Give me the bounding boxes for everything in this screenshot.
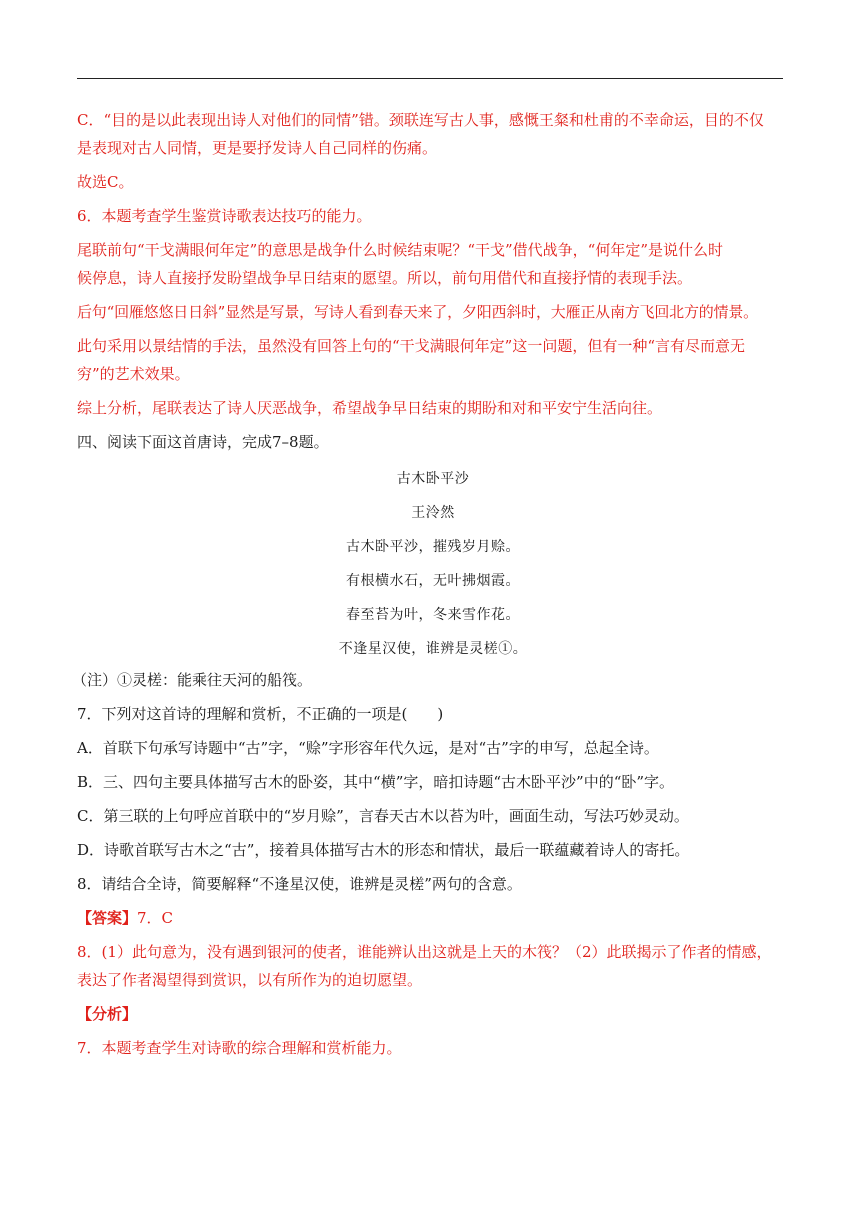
option-b: B．三、四句主要具体描写古木的卧姿，其中“横”字，暗扣诗题“古木卧平沙”中的“卧”字。 — [77, 773, 675, 791]
answer-q8-line1: 8．(1）此句意为，没有遇到银河的使者，谁能辨认出这就是上天的木筏？（2）此联揭示了作者的情感， — [77, 943, 772, 961]
poem-line: 有根横水石，无叶拂烟霞。 — [346, 573, 520, 589]
q6-paragraph2-line2: 此句采用以景结情的手法，虽然没有回答上句的“干戈满眼何年定”这一问题，但有一种“言有尽而意无 — [77, 337, 746, 355]
option-d: D．诗歌首联写古木之“古”，接着具体描写古木的形态和情状，最后一联蕴藏着诗人的寄托。 — [77, 841, 690, 859]
q6-summary: 综上分析，尾联表达了诗人厌恶战争，希望战争早日结束的期盼和对和平安宁生活向往。 — [77, 399, 663, 417]
q6-paragraph2-line1: 后句“回雁悠悠日日斜”显然是写景，写诗人看到春天来了，夕阳西斜时，大雁正从南方飞回北方的情景。 — [77, 303, 758, 321]
poem-author: 王泠然 — [411, 505, 455, 521]
poem — [77, 462, 789, 666]
answer-q8-line2: 表达了作者渴望得到赏识，以有所作为的迫切愿望。 — [77, 971, 423, 989]
question-7: 7．下列对这首诗的理解和赏析，不正确的一项是( ) — [77, 705, 444, 723]
answer-label: 【答案】 — [77, 909, 138, 927]
answer-block — [77, 904, 789, 932]
question-8: 8．请结合全诗，简要解释“不逢星汉使，谁辨是灵槎”两句的含意。 — [77, 875, 522, 893]
poem-title: 古木卧平沙 — [396, 471, 470, 487]
poem-note: （注）①灵槎：能乘往天河的船筏。 — [72, 671, 313, 689]
analysis-q7: 7．本题考查学生对诗歌的综合理解和赏析能力。 — [77, 1039, 402, 1057]
analysis-label: 【分析】 — [77, 1005, 138, 1023]
select-answer: 故选C。 — [77, 173, 134, 191]
q6-analysis-title: 6．本题考查学生鉴赏诗歌表达技巧的能力。 — [77, 207, 372, 225]
q6-paragraph1-line2: 候停息，诗人直接抒发盼望战争早日结束的愿望。所以，前句用借代和直接抒情的表现手法。 — [77, 269, 693, 287]
analysis-c-line2: 是表现对古人同情，更是要抒发诗人自己同样的伤痛。 — [77, 139, 438, 157]
poem-line: 春至苔为叶，冬来雪作花。 — [346, 607, 520, 623]
header-rule — [77, 78, 783, 79]
section-heading: 四、阅读下面这首唐诗，完成7–8题。 — [77, 433, 329, 451]
document-body — [72, 106, 789, 1062]
poem-line: 古木卧平沙，摧残岁月赊。 — [346, 539, 520, 555]
option-c: C．第三联的上句呼应首联中的“岁月赊”，言春天古木以苔为叶，画面生动，写法巧妙灵动。 — [77, 807, 689, 825]
poem-line: 不逢星汉使，谁辨是灵槎①。 — [338, 641, 528, 657]
option-a: A．首联下句承写诗题中“古”字，“赊”字形容年代久远，是对“古”字的申写，总起全诗。 — [77, 739, 659, 757]
q6-paragraph1-line1: 尾联前句“干戈满眼何年定”的意思是战争什么时候结束呢？“干戈”借代战争，“何年定”是说什么时 — [77, 241, 724, 259]
answer-q7: 7．C — [137, 909, 174, 927]
analysis-c-line1: C．“目的是以此表现出诗人对他们的同情”错。颈联连写古人事，感慨王粲和杜甫的不幸命运，目的不仅 — [77, 111, 764, 129]
q6-paragraph2-line3: 穷”的艺术效果。 — [77, 365, 190, 383]
